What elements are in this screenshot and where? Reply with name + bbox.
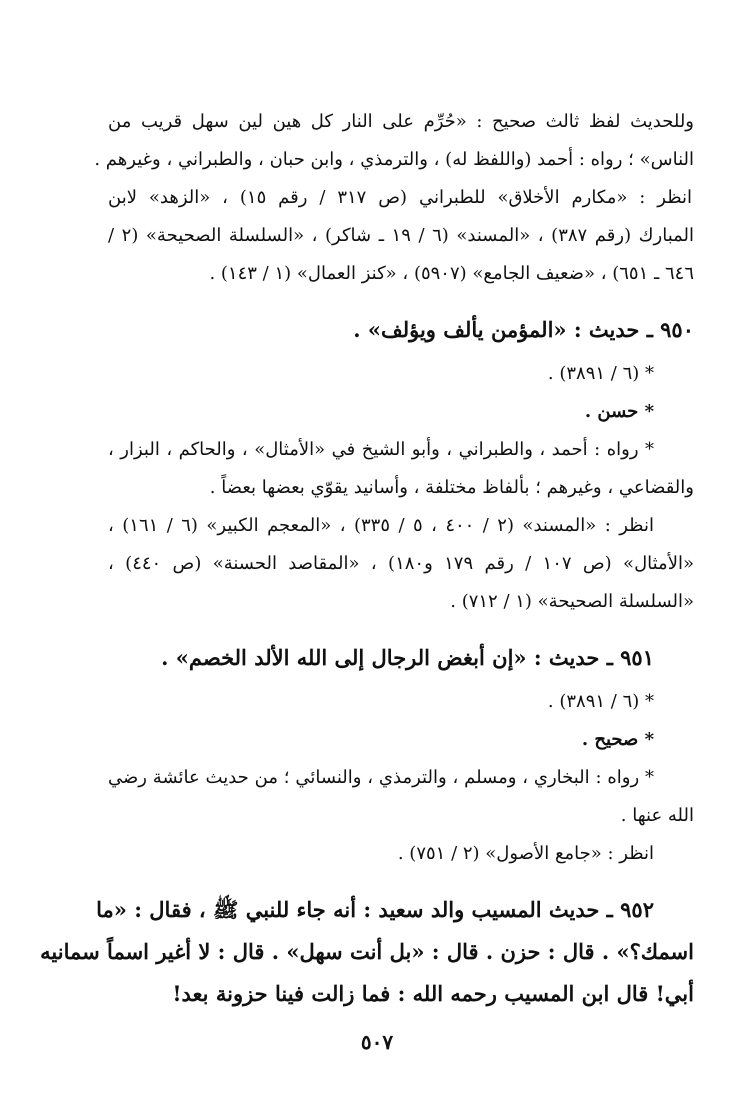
hadith-951-grade: * صحيح . bbox=[581, 729, 654, 750]
hadith-950-heading: ٩٥٠ ـ حديث : «المؤمن يألف ويؤلف» . bbox=[353, 317, 694, 342]
hadith-950-narrators-2: والقضاعي ، وغيرهم ؛ بألفاظ مختلفة ، وأسانيد يقوّي بعضها بعضاً . bbox=[209, 477, 694, 498]
text-line-1: وللحديث لفظ ثالث صحيح : «حُرِّم على النار كل هين لين سهل قريب من bbox=[108, 111, 694, 132]
hadith-950-see-2: «الأمثال» (ص ١٠٧ / رقم ١٧٩ و١٨٠) ، «المقاصد الحسنة» (ص ٤٤٠) ، bbox=[108, 553, 694, 574]
hadith-950-see-1: انظر : «المسند» (٢ / ٤٠٠ ، ٥ / ٣٣٥) ، «المعجم الكبير» (٦ / ١٦١) ، bbox=[108, 515, 654, 536]
hadith-952-heading-2: اسمك؟» . قال : حزن . قال : «بل أنت سهل» . قال : لا أغير اسماً سمانيه bbox=[40, 939, 694, 964]
hadith-950-ref: * (٦ / ٣٨٩١) . bbox=[547, 363, 654, 384]
hadith-950-see-3: «السلسلة الصحيحة» (١ / ٧١٢) . bbox=[450, 591, 694, 612]
page-number: ٥٠٧ bbox=[360, 1030, 394, 1054]
hadith-951-see: انظر : «جامع الأصول» (٢ / ٧٥١) . bbox=[397, 843, 654, 864]
hadith-951-ref: * (٦ / ٣٨٩١) . bbox=[547, 691, 654, 712]
text-line-2: الناس» ؛ رواه : أحمد (واللفظ له) ، والترمذي ، وابن حبان ، والطبراني ، وغيرهم . bbox=[94, 149, 694, 170]
hadith-951-narrators-1: * رواه : البخاري ، ومسلم ، والترمذي ، والنسائي ؛ من حديث عائشة رضي bbox=[108, 767, 654, 788]
hadith-950-grade: * حسن . bbox=[584, 401, 654, 422]
text-line-4: المبارك (رقم ٣٨٧) ، «المسند» (٦ / ١٩ ـ شاكر) ، «السلسلة الصحيحة» (٢ / bbox=[108, 225, 695, 246]
hadith-950-narrators-1: * رواه : أحمد ، والطبراني ، وأبو الشيخ في «الأمثال» ، والحاكم ، البزار ، bbox=[108, 439, 654, 460]
hadith-951-heading: ٩٥١ ـ حديث : «إن أبغض الرجال إلى الله الألد الخصم» . bbox=[161, 645, 654, 670]
text-line-5: ٦٤٦ ـ ٦٥١) ، «ضعيف الجامع» (٥٩٠٧) ، «كنز العمال» (١ / ١٤٣) . bbox=[209, 263, 694, 284]
hadith-952-heading-1: ٩٥٢ ـ حديث المسيب والد سعيد : أنه جاء للنبي ﷺ ، فقال : «ما bbox=[96, 897, 654, 922]
text-line-3: انظر : «مكارم الأخلاق» للطبراني (ص ٣١٧ / رقم ١٥) ، «الزهد» لابن bbox=[108, 187, 692, 208]
hadith-952-heading-3: أبي! قال ابن المسيب رحمه الله : فما زالت فينا حزونة بعد! bbox=[172, 981, 694, 1006]
hadith-951-narrators-2: الله عنها . bbox=[620, 805, 694, 826]
